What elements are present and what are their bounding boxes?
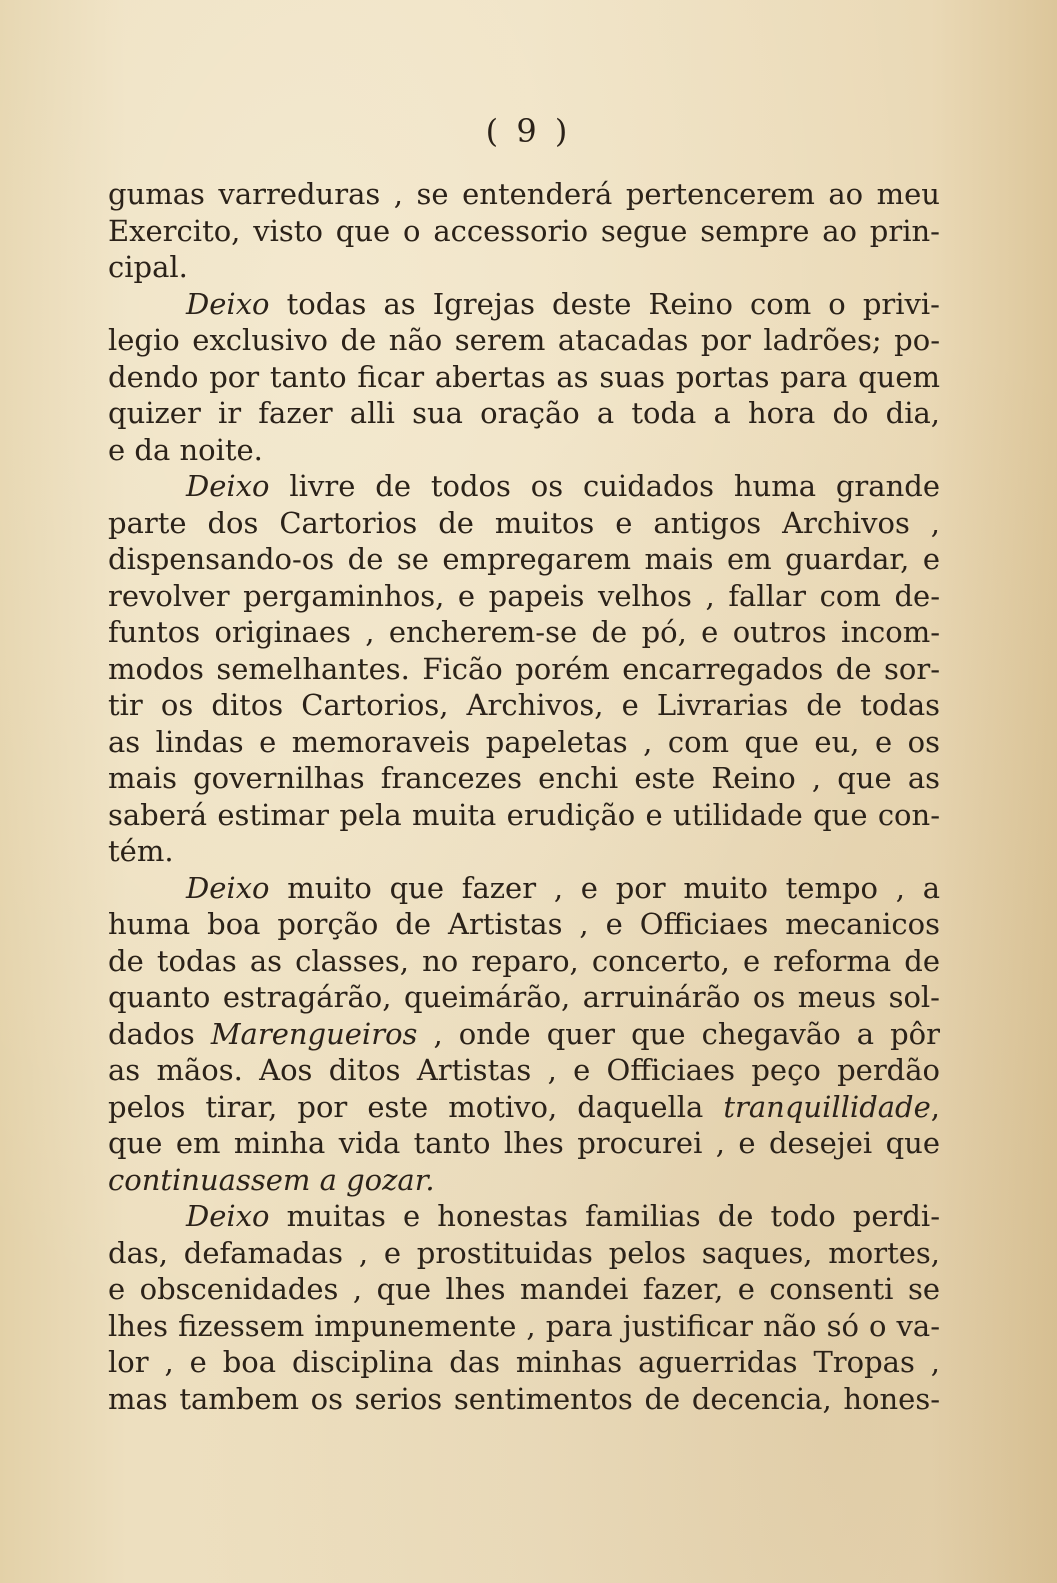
line-text: saberá estimar pela muita erudição e utilidade que con-: [108, 797, 940, 832]
text-line: [108, 1381, 940, 1418]
line-text: lhes fizessem impunemente , para justificar não só o va-: [108, 1308, 940, 1343]
text-line: [108, 760, 940, 797]
line-text: modos semelhantes. Ficão porém encarregados de sor-: [108, 651, 940, 686]
line-tail: ,: [930, 1089, 940, 1124]
text-line: [108, 870, 940, 907]
text-line: [108, 1308, 940, 1345]
line-text: dendo por tanto ficar abertas as suas portas para quem: [108, 359, 940, 394]
text-line: [108, 687, 940, 724]
line-text: mais governilhas francezes enchi este Reino , que as: [108, 761, 940, 795]
line-text: dados: [108, 1016, 211, 1051]
line-text: das, defamadas , e prostituidas pelos saques, mortes,: [108, 1235, 940, 1270]
line-text: mas tambem os serios sentimentos de decencia, hones-: [108, 1381, 940, 1416]
text-line: [108, 1016, 940, 1053]
text-line: [108, 322, 940, 359]
text-line: [108, 1271, 940, 1308]
line-text: que em minha vida tanto lhes procurei , e desejei que: [108, 1126, 940, 1160]
line-text: huma boa porção de Artistas , e Officiaes mecanicos: [108, 907, 940, 941]
text-line: [108, 1052, 940, 1089]
text-line: [108, 724, 940, 761]
text-line: [108, 1198, 940, 1235]
text-line: [108, 578, 940, 615]
line-text: as lindas e memoraveis papeletas , com que eu, e os: [108, 724, 940, 759]
line-text: todas as Igrejas deste Reino com o privi-: [269, 286, 940, 321]
line-text: parte dos Cartorios de muitos e antigos Archivos ,: [108, 505, 940, 540]
line-text: dispensando-os de se empregarem mais em guardar, e: [108, 542, 940, 576]
text-line: [108, 359, 940, 396]
text-line: [108, 249, 940, 286]
italic-phrase: tranquillidade: [723, 1089, 931, 1124]
paragraph-lead-word: Deixo: [186, 469, 270, 503]
line-text: muitas e honestas familias de todo perdi-: [269, 1199, 940, 1233]
line-tail: , onde quer que chegavão a pôr: [417, 1016, 940, 1051]
text-line: [108, 797, 940, 834]
text-line: [108, 395, 940, 432]
line-text: tém.: [108, 834, 174, 868]
text-line: [108, 541, 940, 578]
text-line: [108, 468, 940, 505]
line-text: de todas as classes, no reparo, concerto, e reforma de: [108, 943, 940, 978]
line-text: pelos tirar, por este motivo, daquella: [108, 1089, 724, 1124]
line-text: e obscenidades , que lhes mandei fazer, e consenti se: [108, 1272, 940, 1306]
text-line: [108, 505, 940, 542]
line-text: as mãos. Aos ditos Artistas , e Officiaes peço perdão: [108, 1053, 940, 1087]
text-line: [108, 614, 940, 651]
line-text: muito que fazer , e por muito tempo , a: [269, 870, 940, 905]
line-text: gumas varreduras , se entenderá pertencerem ao meu: [108, 177, 940, 211]
paragraph-lead-word: Deixo: [186, 870, 270, 905]
text-line: [108, 1089, 940, 1126]
line-text: cipal.: [108, 250, 188, 284]
line-text: lor , e boa disciplina das minhas aguerridas Tropas ,: [108, 1345, 940, 1379]
line-text: tir os ditos Cartorios, Archivos, e Livrarias de todas: [108, 688, 940, 722]
line-text: funtos originaes , encherem-se de pó, e outros incom-: [108, 615, 940, 649]
text-line: [108, 213, 940, 250]
text-line: [108, 943, 940, 980]
text-line: [108, 176, 940, 213]
paragraph-lead-word: Deixo: [186, 1199, 270, 1233]
text-line: [108, 1344, 940, 1381]
italic-phrase: Marengueiros: [210, 1016, 418, 1051]
line-text: quizer ir fazer alli sua oração a toda a hora do dia,: [108, 396, 940, 430]
line-text: e da noite.: [108, 432, 263, 467]
text-line: [108, 286, 940, 323]
text-line: [108, 432, 940, 469]
text-line: [108, 906, 940, 943]
line-text: livre de todos os cuidados huma grande: [269, 469, 940, 503]
paragraph-lead-word: Deixo: [186, 286, 270, 321]
text-line: [108, 651, 940, 688]
line-text: legio exclusivo de não serem atacadas por ladrões; po-: [108, 323, 940, 357]
line-text: Exercito, visto que o accessorio segue sempre ao prin-: [108, 213, 940, 248]
text-line: [108, 979, 940, 1016]
line-text: revolver pergaminhos, e papeis velhos , fallar com de-: [108, 578, 940, 613]
italic-phrase: continuassem a gozar.: [108, 1162, 435, 1197]
text-line: [108, 833, 940, 870]
line-text: quanto estragárão, queimárão, arruinárão os meus sol-: [108, 980, 940, 1014]
text-line: [108, 1235, 940, 1272]
body-text: [108, 176, 940, 1417]
text-line: [108, 1125, 940, 1162]
page-number: ( 9 ): [485, 112, 572, 150]
text-line: [108, 1162, 940, 1199]
